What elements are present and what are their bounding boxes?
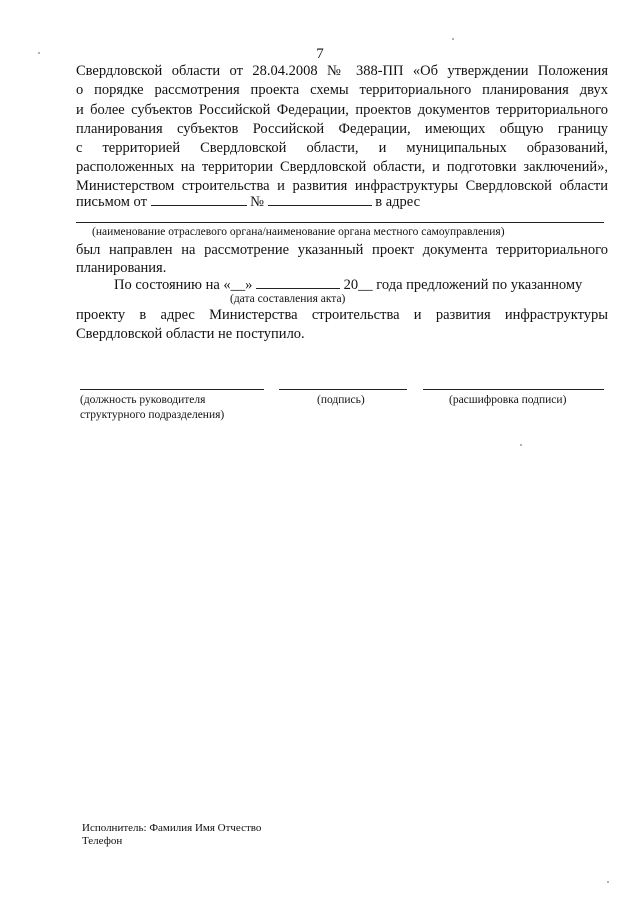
year-prefix: 20 bbox=[343, 277, 359, 293]
signature-caption: (подпись) bbox=[317, 394, 365, 406]
quote-close: » bbox=[245, 277, 253, 293]
paragraph1-line-4: планирования субъектов Российской Федерации, имеющих общую границу bbox=[76, 121, 608, 137]
paragraph3-line-1 bbox=[114, 276, 582, 295]
day-field[interactable]: __ bbox=[230, 277, 246, 293]
letter-date-field[interactable] bbox=[151, 193, 247, 206]
date-suffix: года предложений по указанному bbox=[376, 277, 583, 293]
paragraph1-line-1: Свердловской области от 28.04.2008 № 388-ПП «Об утверждении Положения bbox=[76, 63, 608, 79]
decryption-field[interactable] bbox=[423, 389, 604, 390]
paragraph2-line-1: был направлен на рассмотрение указанный проект документа территориального bbox=[76, 242, 608, 258]
decryption-caption: (расшифровка подписи) bbox=[449, 394, 567, 406]
authority-name-field[interactable] bbox=[76, 222, 604, 223]
date-caption: (дата составления акта) bbox=[230, 293, 346, 305]
position-caption-line-1: (должность руководителя bbox=[80, 394, 206, 406]
letter-suffix: в адрес bbox=[375, 194, 421, 210]
executor-line: Исполнитель: Фамилия Имя Отчество bbox=[82, 822, 262, 834]
paragraph1-line-7: Министерством строительства и развития инфраструктуры Свердловской области bbox=[76, 178, 608, 194]
paragraph1-line-6: расположенных на территории Свердловской области, и подготовки заключений», bbox=[76, 159, 608, 175]
month-field[interactable] bbox=[256, 276, 340, 289]
page-number: 7 bbox=[316, 46, 324, 62]
signature-field[interactable] bbox=[279, 389, 407, 390]
paragraph3-line-2: проекту в адрес Министерства строительства и развития инфраструктуры bbox=[76, 307, 608, 323]
paragraph3-line-3: Свердловской области не поступило. bbox=[76, 326, 305, 342]
letter-number-field[interactable] bbox=[268, 193, 372, 206]
authority-caption: (наименование отраслевого органа/наименование органа местного самоуправления) bbox=[92, 226, 505, 238]
paragraph1-line-3: и более субъектов Российской Федерации, проектов документов территориального bbox=[76, 102, 608, 118]
phone-line: Телефон bbox=[82, 835, 123, 847]
paragraph1-line-5: с территорией Свердловской области, и муниципальных образований, bbox=[76, 140, 608, 156]
year-field[interactable]: __ bbox=[358, 277, 373, 293]
scan-speck bbox=[520, 444, 522, 446]
paragraph2-line-2: планирования. bbox=[76, 260, 167, 276]
date-prefix: По состоянию на « bbox=[114, 277, 231, 293]
scan-speck bbox=[452, 38, 454, 40]
letter-line bbox=[76, 193, 420, 212]
paragraph1-line-2: о порядке рассмотрения проекта схемы территориального планирования двух bbox=[76, 82, 608, 98]
scan-speck bbox=[38, 52, 40, 54]
position-caption-line-2: структурного подразделения) bbox=[80, 409, 225, 421]
letter-prefix: письмом от bbox=[76, 194, 147, 210]
position-field[interactable] bbox=[80, 389, 264, 390]
letter-number-sign: № bbox=[250, 194, 265, 210]
scan-speck bbox=[607, 881, 609, 883]
